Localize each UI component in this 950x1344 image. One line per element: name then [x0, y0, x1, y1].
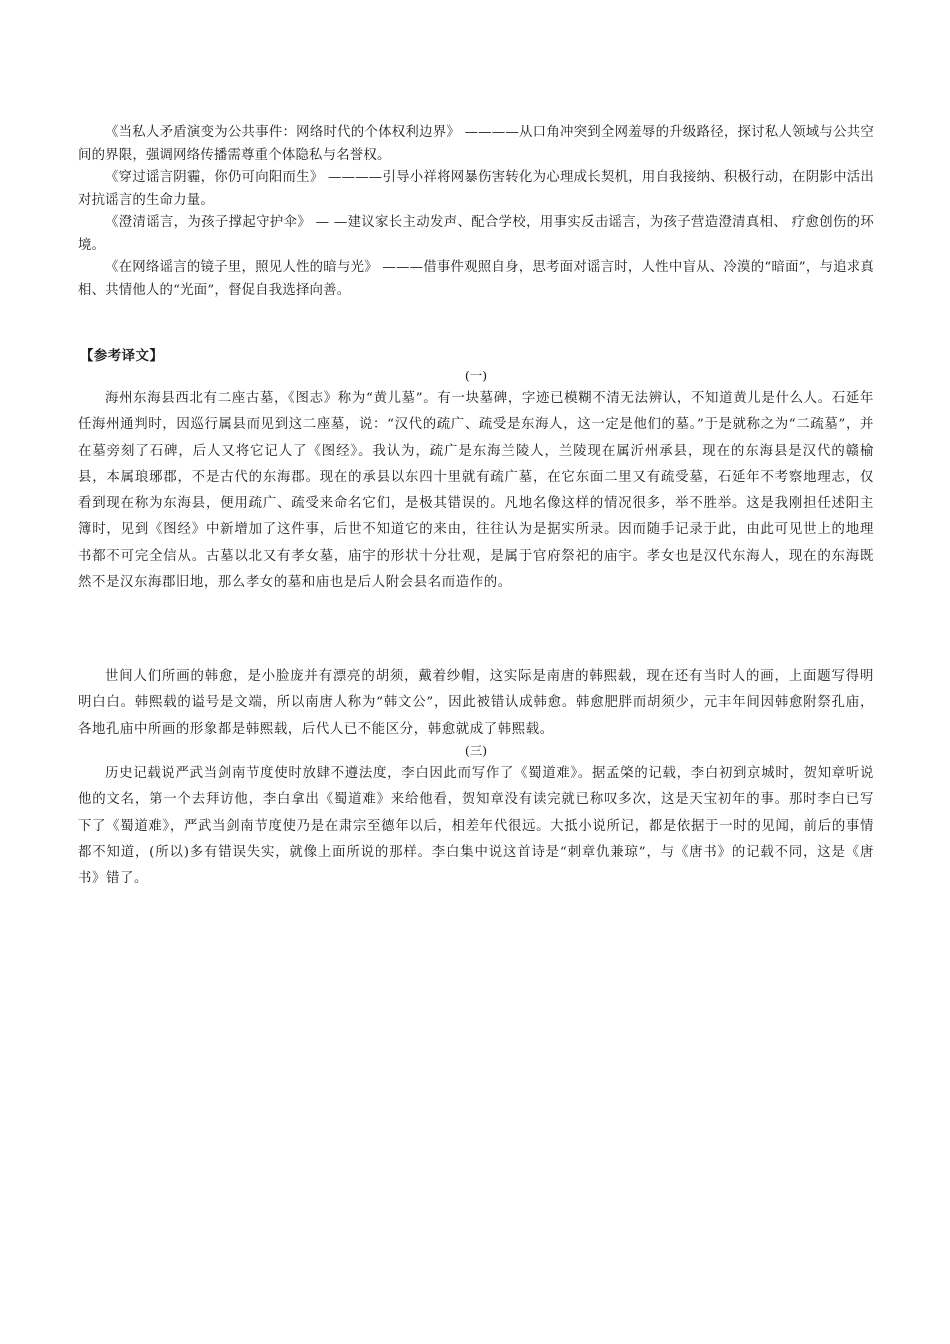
essay-topic-1: 《当私人矛盾演变为公共事件：网络时代的个体权利边界》 ————从口角冲突到全网羞辱的升级路径，探讨私人领域与公共空间的界限，强调网络传播需尊重个体隐私与名誉权。 [78, 125, 874, 163]
translation-part-2-text: 世间人们所画的韩愈，是小脸庞并有漂亮的胡须，戴着纱帽，这实际是南唐的韩熙载，现在还有当时人的画，上面题写得明明白白。韩熙载的谥号是文端，所以南唐人称为“韩文公”，因此被错认成韩愈。韩愈肥胖而胡须少，元丰年间因韩愈附祭孔庙，各地孔庙中所画的形象都是韩熙载，后代人已不能区分，韩愈就成了韩熙载。 [78, 669, 874, 737]
reference-translation-label: 【参考译文】 [80, 348, 164, 364]
translation-part-1-heading: (一) [464, 368, 488, 383]
translation-part-3-text: 历史记载说严武当剑南节度使时放肆不遵法度，李白因此而写作了《蜀道难》。据孟棨的记载，李白初到京城时，贺知章听说他的文名，第一个去拜访他，李白拿出《蜀道难》来给他看，贺知章没有读完就已称叹多次，这是天宝初年的事。那时李白已写下了《蜀道难》，严武当剑南节度使乃是在肃宗至德年以后，相差年代很远。大抵小说所记，都是依据于一时的见闻，前后的事情都不知道，(所以)多有错误失实，就像上面所说的那样。李白集中说这首诗是“刺章仇兼琼”，与《唐书》的记载不同，这是《唐书》错了。 [78, 766, 874, 887]
essay-topic-3: 《澄清谣言，为孩子撑起守护伞》 — —建议家长主动发声、配合学校，用事实反击谣言，为孩子营造澄清真相、 疗愈创伤的环境。 [78, 215, 874, 253]
translation-part-3-heading: (三) [464, 743, 488, 758]
essay-topic-list [78, 122, 874, 302]
essay-topic-2: 《穿过谣言阴霾，你仍可向阳而生》 ————引导小祥将网暴伤害转化为心理成长契机，用自我接纳、积极行动，在阴影中活出对抗谣言的生命力量。 [78, 170, 874, 208]
translation-part-3 [78, 741, 874, 892]
essay-topic-4: 《在网络谣言的镜子里，照见人性的暗与光》 ———借事件观照自身，思考面对谣言时，人性中盲从、冷漠的“暗面”，与追求真相、共情他人的“光面”，督促自我选择向善。 [78, 260, 874, 298]
translation-part-1-text: 海州东海县西北有二座古墓，《图志》称为“黄儿墓”。有一块墓碑，字迹已模糊不清无法辨认，不知道黄儿是什么人。石延年任海州通判时，因巡行属县而见到这二座墓，说：“汉代的疏广、疏受是东海人，这一定是他们的墓。”于是就称之为“二疏墓”，并在墓旁刻了石碑，后人又将它记人了《图经》。我认为，疏广是东海兰陵人，兰陵现在属沂州承县，现在的东海县是汉代的赣榆县，本属琅琊郡，不是古代的东海郡。现在的承县以东四十里就有疏广墓，在它东面二里又有疏受墓，石延年不考察地理志，仅看到现在称为东海县，便用疏广、疏受来命名它们，是极其错误的。凡地名像这样的情况很多，举不胜举。这是我刚担任述阳主簿时，见到《图经》中新增加了这件事，后世不知道它的来由，往往认为是据实所录。因而随手记录于此，由此可见世上的地理书都不可完全信从。古墓以北又有孝女墓，庙宇的形状十分壮观，是属于官府祭祀的庙宇。孝女也是汉代东海人，现在的东海既然不是汉东海郡旧地，那么孝女的墓和庙也是后人附会县名而造作的。 [78, 391, 874, 591]
translation-part-2 [78, 664, 874, 743]
translation-part-1 [78, 366, 874, 596]
